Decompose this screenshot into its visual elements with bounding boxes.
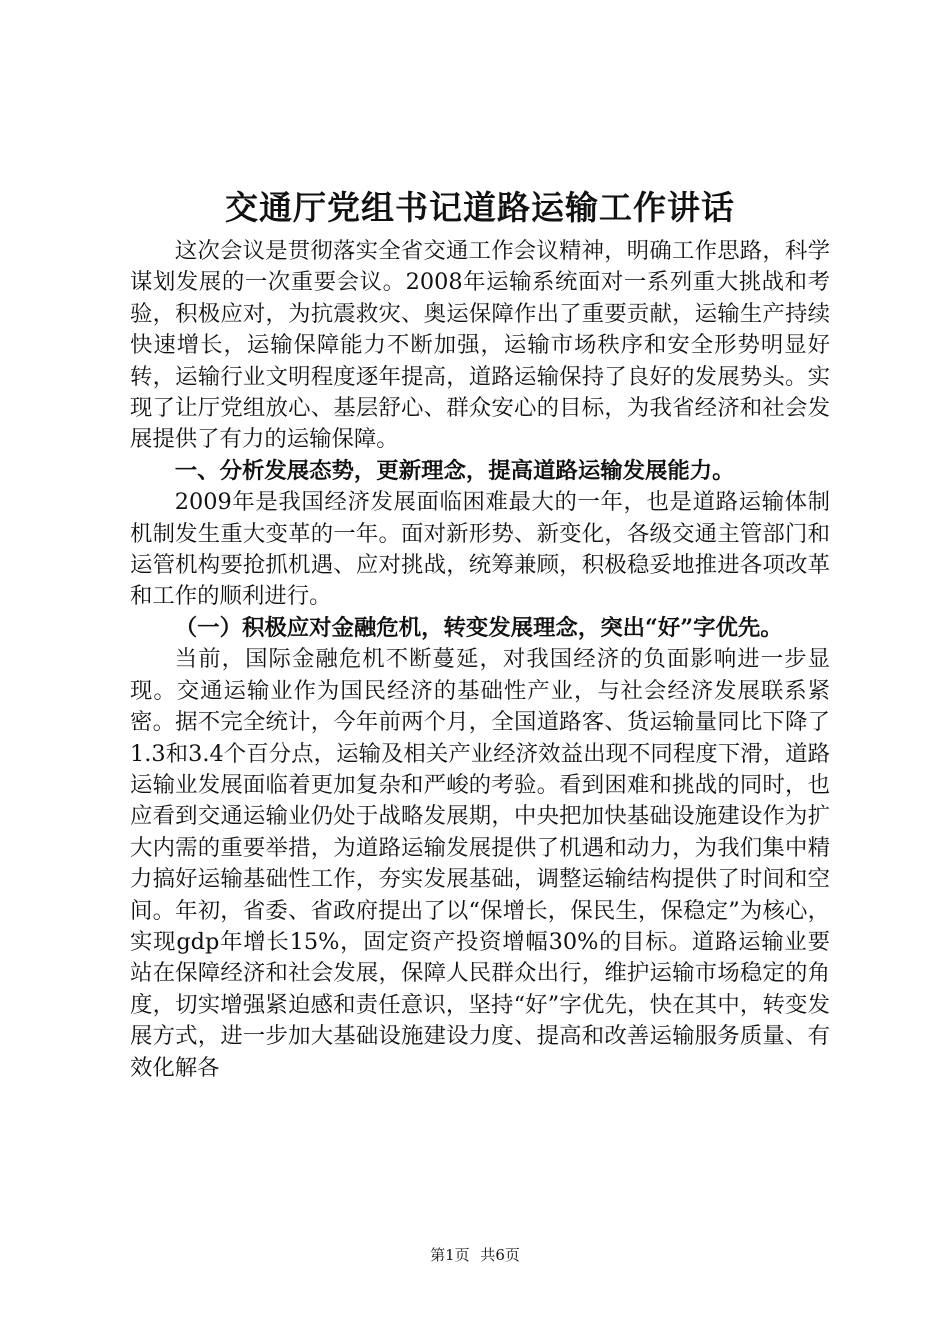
page-total: 共6页	[480, 1246, 520, 1264]
document-body	[130, 236, 830, 1084]
paragraph-financial-crisis: 当前，国际金融危机不断蔓延，对我国经济的负面影响进一步显现。交通运输业作为国民经济的基础性产业，与社会经济发展联系紧密。据不完全统计，今年前两个月，全国道路客、货运输量同比下降了1.3和3.4个百分点，运输及相关产业经济效益出现不同程度下滑，道路运输业发展面临着更加复杂和严峻的考验。看到困难和挑战的同时，也应看到交通运输业仍处于战略发展期，中央把加快基础设施建设作为扩大内需的重要举措，为道路运输发展提供了机遇和动力，为我们集中精力搞好运输基础性工作，夯实发展基础，调整运输结构提供了时间和空间。年初，省委、省政府提出了以“保增长，保民生，保稳定”为核心，实现gdp年增长15%，固定资产投资增幅30%的目标。道路运输业要站在保障经济和社会发展，保障人民群众出行，维护运输市场稳定的角度，切实增强紧迫感和责任意识，坚持“好”字优先，快在其中，转变发展方式，进一步加大基础设施建设力度、提高和改善运输服务质量、有效化解各	[130, 646, 830, 1081]
subsection-heading-1: （一）积极应对金融危机，转变发展理念，突出“好”字优先。	[174, 614, 783, 641]
page-number: 第1页	[430, 1246, 470, 1264]
paragraph-intro: 这次会议是贯彻落实全省交通工作会议精神，明确工作思路，科学谋划发展的一次重要会议。2008年运输系统面对一系列重大挑战和考验，积极应对，为抗震救灾、奥运保障作出了重要贡献，运输生产持续快速增长，运输保障能力不断加强，运输市场秩序和安全形势明显好转，运输行业文明程度逐年提高，道路运输保持了良好的发展势头。实现了让厅党组放心、基层舒心、群众安心的目标，为我省经济和社会发展提供了有力的运输保障。	[130, 238, 830, 453]
page-footer	[0, 1245, 950, 1265]
paragraph-2009: 2009年是我国经济发展面临困难最大的一年，也是道路运输体制机制发生重大变革的一年。面对新形势、新变化，各级交通主管部门和运管机构要抢抓机遇、应对挑战，统筹兼顾，积极稳妥地推进各项改革和工作的顺利进行。	[130, 489, 830, 610]
document-title: 交通厅党组书记道路运输工作讲话	[225, 188, 735, 227]
section-heading-1: 一、分析发展态势，更新理念，提高道路运输发展能力。	[174, 457, 735, 484]
